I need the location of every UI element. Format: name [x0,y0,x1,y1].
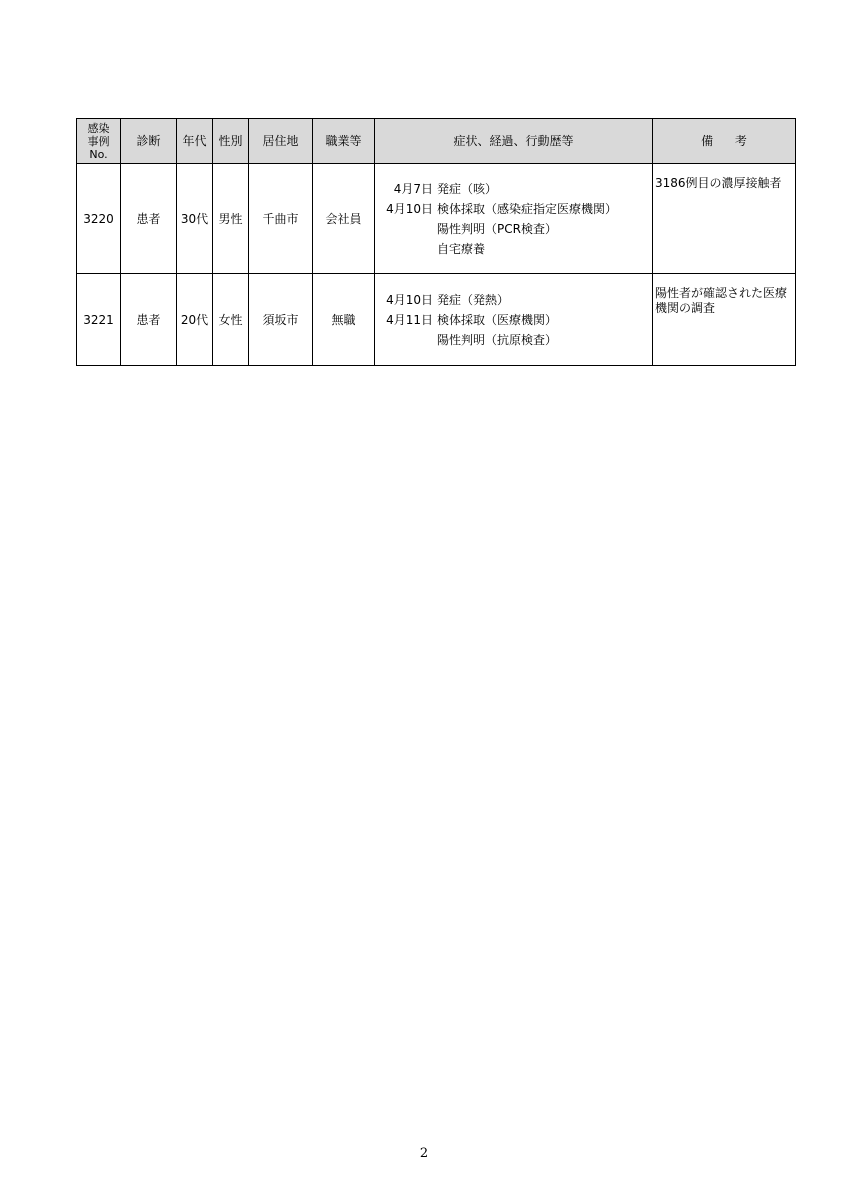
cell-notes: 3186例目の濃厚接触者 [653,164,796,274]
header-diagnosis: 診断 [121,119,177,164]
header-history: 症状、経過、行動歴等 [375,119,653,164]
cell-residence: 須坂市 [249,274,313,366]
history-text: 陽性判明（PCR検査） [437,221,557,236]
page-number: 2 [419,1146,429,1161]
table-header-row [77,119,796,164]
history-entry [375,179,652,199]
header-notes: 備 考 [653,119,796,164]
history-date: 4月11日 [386,312,433,327]
table-row [77,274,796,366]
cell-sex: 男性 [213,164,249,274]
cell-residence: 千曲市 [249,164,313,274]
header-age: 年代 [177,119,213,164]
history-date: 4月10日 [386,201,433,216]
cell-occupation: 無職 [313,274,375,366]
header-sex: 性別 [213,119,249,164]
history-entry [375,310,652,330]
history-text: 陽性判明（抗原検査） [437,332,558,347]
history-entry [375,219,652,239]
cell-notes: 陽性者が確認された医療機関の調査 [653,274,796,366]
history-date [375,239,437,259]
cell-history [375,274,653,366]
cell-occupation: 会社員 [313,164,375,274]
history-entry [375,239,652,259]
history-text: 発症（発熱） [437,292,510,307]
header-occupation: 職業等 [313,119,375,164]
history-text: 検体採取（感染症指定医療機関） [437,201,618,216]
header-residence: 居住地 [249,119,313,164]
table-row [77,164,796,274]
cell-case-no: 3220 [77,164,121,274]
cell-diagnosis: 患者 [121,274,177,366]
cell-age: 30代 [177,164,213,274]
cell-sex: 女性 [213,274,249,366]
history-text: 検体採取（医療機関） [437,312,558,327]
history-text: 発症（咳） [437,181,498,196]
cell-history [375,164,653,274]
cell-age: 20代 [177,274,213,366]
history-date: 4月10日 [386,292,433,307]
cell-case-no: 3221 [77,274,121,366]
cell-diagnosis: 患者 [121,164,177,274]
case-table [76,118,796,366]
history-entry [375,290,652,310]
history-entry [375,199,652,219]
history-date [375,219,437,239]
history-date [375,330,437,350]
history-date: 4月7日 [393,181,433,196]
header-case-no: 感染 事例 No. [77,119,121,164]
history-entry [375,330,652,350]
history-text: 自宅療養 [437,241,486,256]
